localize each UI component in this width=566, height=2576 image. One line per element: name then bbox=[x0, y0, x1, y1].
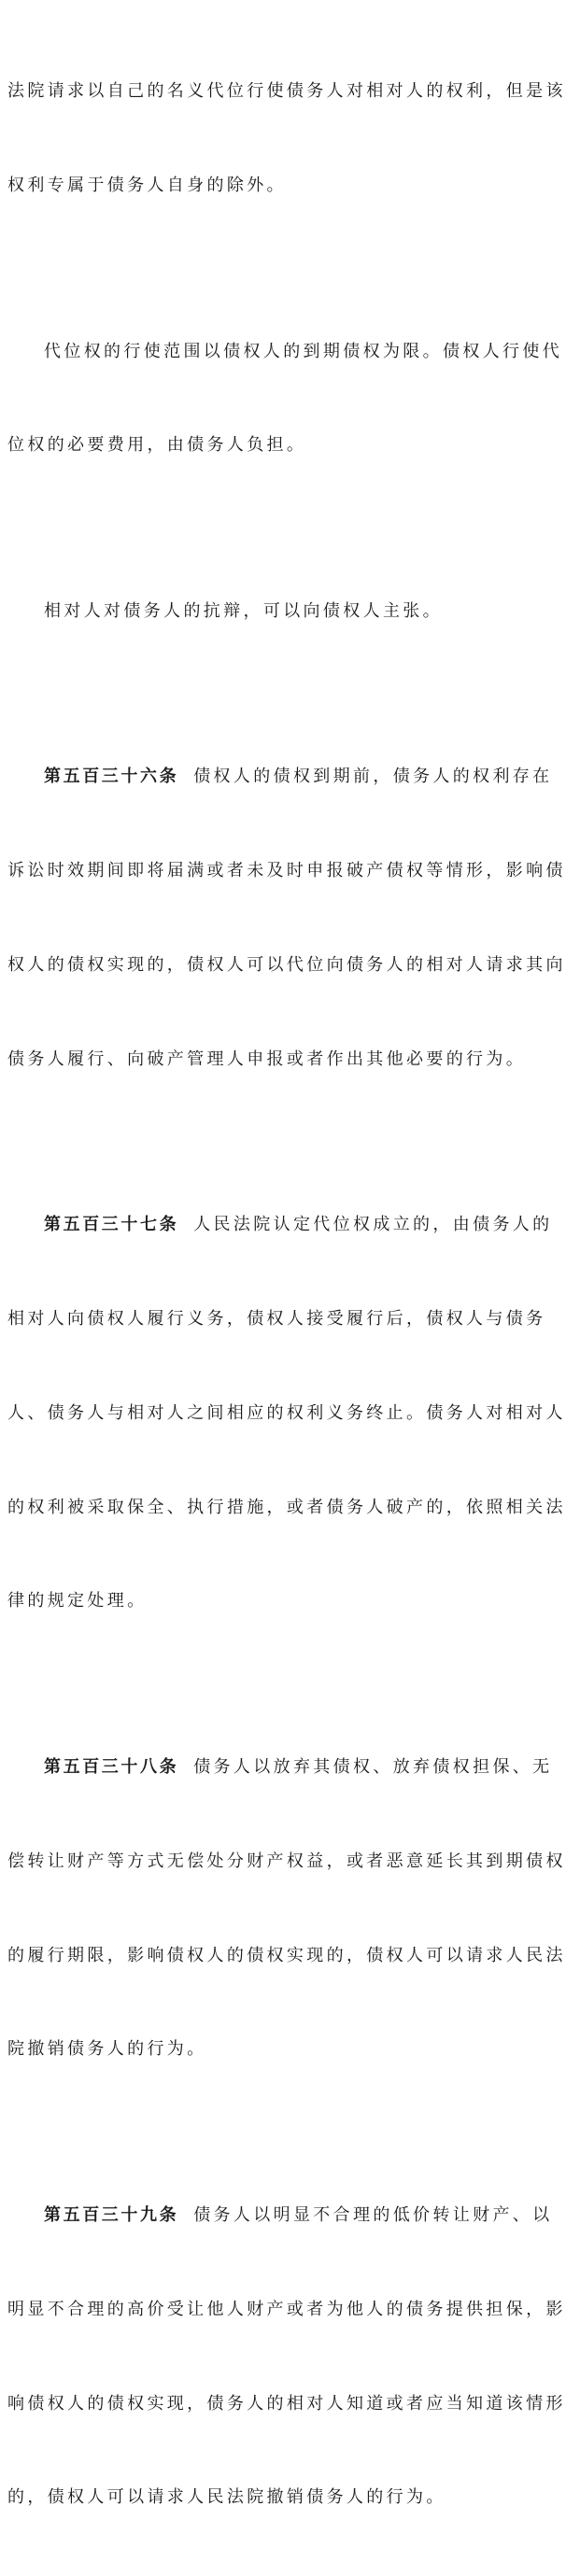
text-line: 债权人的债权到期前，债务人的权利存在 bbox=[193, 767, 553, 787]
text-line: 权人的债权实现的，债权人可以代位向债务人的相对人请求其向 bbox=[7, 955, 566, 975]
text-line: 相对人对债务人的抗辩，可以向债权人主张。 bbox=[44, 600, 443, 621]
text-line: 相对人向债权人履行义务，债权人接受履行后，债权人与债务 bbox=[7, 1309, 546, 1330]
text-line: 人民法院认定代位权成立的，由债务人的 bbox=[193, 1215, 553, 1235]
text-line: 代位权的行使范围以债权人的到期债权为限。债权人行使代 bbox=[44, 341, 563, 361]
text-line: 债务人以放弃其债权、放弃债权担保、无 bbox=[193, 1757, 553, 1778]
text-line: 的，债权人可以请求人民法院撤销债务人的行为。 bbox=[7, 2487, 446, 2508]
paragraph-continuation bbox=[7, 13, 566, 264]
article-number: 第五百三十八条 bbox=[44, 1757, 179, 1778]
article-536 bbox=[7, 698, 566, 1137]
text-line: 债务人履行、向破产管理人申报或者作出其他必要的行为。 bbox=[7, 1049, 527, 1069]
paragraph bbox=[7, 273, 563, 524]
text-line: 法院请求以自己的名义代位行使债务人对相对人的权利，但是该 bbox=[7, 81, 566, 102]
article-538 bbox=[7, 1689, 566, 2128]
text-line: 权利专属于债务人自身的除外。 bbox=[7, 175, 287, 195]
text-line: 响债权人的债权实现，债务人的相对人知道或者应当知道该情形 bbox=[7, 2393, 566, 2414]
text-line: 诉讼时效期间即将届满或者未及时申报破产债权等情形，影响债 bbox=[7, 861, 566, 881]
text-line: 的履行期限，影响债权人的债权实现的，债权人可以请求人民法 bbox=[7, 1945, 566, 1965]
article-first-line bbox=[7, 1752, 553, 1783]
text-line: 偿转让财产等方式无偿处分财产权益，或者恶意延长其到期债权 bbox=[7, 1851, 566, 1871]
text-line: 人、债务人与相对人之间相应的权利义务终止。债务人对相对人 bbox=[7, 1402, 566, 1423]
article-539 bbox=[7, 2137, 566, 2576]
text-line: 明显不合理的高价受让他人财产或者为他人的债务提供担保，影 bbox=[7, 2299, 566, 2319]
text-line: 律的规定处理。 bbox=[7, 1591, 148, 1612]
text-line: 位权的必要费用，由债务人负担。 bbox=[7, 435, 307, 456]
article-number: 第五百三十六条 bbox=[44, 767, 179, 787]
text-line: 的权利被采取保全、执行措施，或者债务人破产的，依照相关法 bbox=[7, 1497, 566, 1517]
paragraph bbox=[7, 533, 536, 690]
article-537 bbox=[7, 1147, 566, 1680]
text-line: 债务人以明显不合理的低价转让财产、以 bbox=[193, 2204, 553, 2225]
article-first-line bbox=[7, 761, 553, 793]
article-number: 第五百三十七条 bbox=[44, 1215, 179, 1235]
article-first-line bbox=[7, 1209, 553, 1241]
article-first-line bbox=[7, 2200, 553, 2231]
text-line: 院撤销债务人的行为。 bbox=[7, 2039, 207, 2060]
article-number: 第五百三十九条 bbox=[44, 2204, 179, 2225]
